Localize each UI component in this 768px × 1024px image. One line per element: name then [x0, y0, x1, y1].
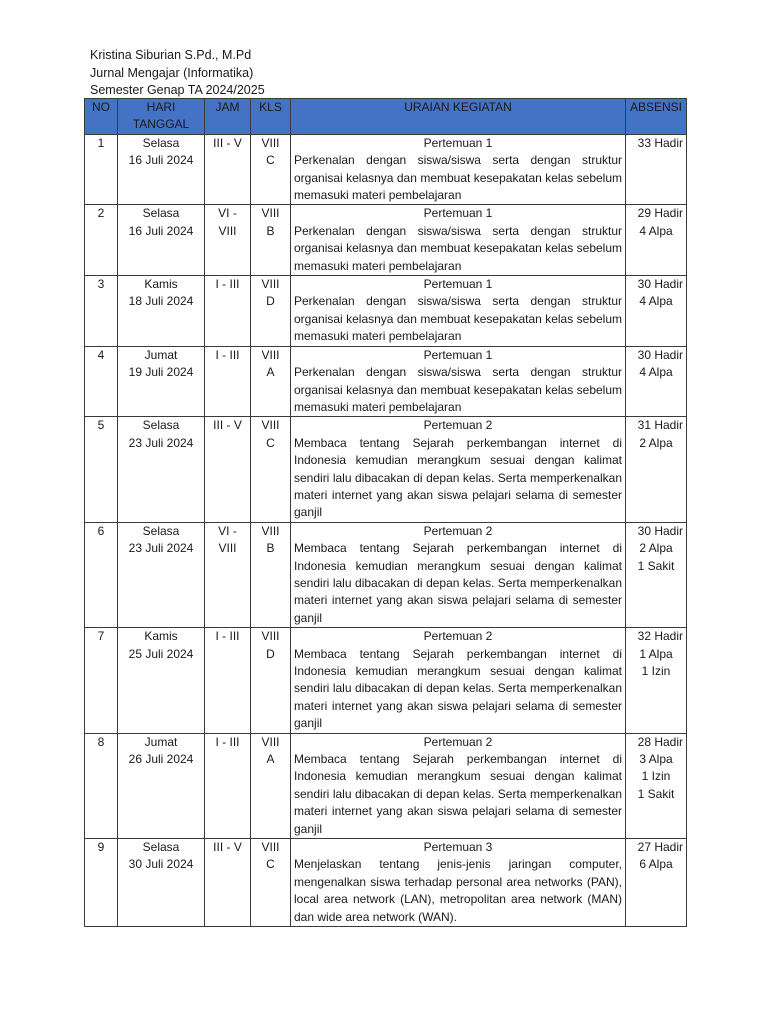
activity-description: Membaca tentang Sejarah perkembangan internet di Indonesia kemudian merangkum sesuai dengan kalimat sendiri lalu dibacakan di depan kelas. Serta memperkenalkan materi internet yang akan siswa pelajari selama di semester ganjil [294, 541, 622, 625]
meeting-title: Pertemuan 2 [423, 418, 493, 433]
row-class-line: VIII [261, 206, 280, 221]
row-class-line: A [266, 365, 275, 380]
meeting-title: Pertemuan 1 [423, 347, 493, 362]
row-class-line: A [266, 752, 275, 767]
table-row [85, 134, 687, 205]
attendance-line: 1 Sakit [637, 786, 675, 801]
attendance-line: 4 Alpa [639, 365, 673, 380]
row-attendance [626, 628, 687, 733]
row-day-date [118, 733, 205, 838]
row-class-line: VIII [261, 840, 280, 855]
row-class [251, 522, 291, 627]
row-class-line: D [266, 646, 275, 661]
attendance-line: 33 Hadir [637, 135, 683, 150]
row-period [205, 417, 251, 522]
meeting-title: Pertemuan 2 [423, 734, 493, 749]
table-row [85, 205, 687, 276]
row-period-line: I - III [215, 629, 240, 644]
row-date: 19 Juli 2024 [128, 365, 194, 380]
row-class-line: VIII [261, 629, 280, 644]
row-date: 23 Juli 2024 [128, 435, 194, 450]
row-class [251, 839, 291, 927]
row-day: Selasa [142, 418, 180, 433]
meeting-title: Pertemuan 2 [423, 523, 493, 538]
row-class-line: D [266, 294, 275, 309]
row-day-date [118, 134, 205, 205]
semester-label: Semester Genap TA 2024/2025 [90, 83, 265, 97]
activity-description: Membaca tentang Sejarah perkembangan internet di Indonesia kemudian merangkum sesuai dengan kalimat sendiri lalu dibacakan di depan kelas. Serta memperkenalkan materi internet yang akan siswa pelajari selama di semester ganjil [294, 646, 622, 731]
attendance-line: 32 Hadir [637, 629, 683, 644]
activity-description: Menjelaskan tentang jenis-jenis jaringan computer, mengenalkan siswa terhadap personal area networks (PAN), local area network (LAN), metropolitan area network (MAN) dan wide area network (WAN). [294, 857, 622, 924]
activity-description: Perkenalan dengan siswa/siswa serta dengan struktur organisai kelasnya dan membuat kesepakatan kelas sebelum memasuki materi pembelajaran [294, 365, 622, 414]
row-day-date [118, 839, 205, 927]
row-date: 30 Juli 2024 [128, 857, 194, 872]
row-date: 18 Juli 2024 [128, 294, 194, 309]
attendance-line: 4 Alpa [639, 223, 673, 238]
meeting-title: Pertemuan 3 [423, 840, 493, 855]
header-no: NO [85, 99, 118, 135]
row-period-line: III - V [213, 135, 242, 150]
attendance-line: 4 Alpa [639, 294, 673, 309]
row-date: 16 Juli 2024 [128, 223, 194, 238]
journal-title: Jurnal Mengajar (Informatika) [90, 65, 254, 80]
row-day: Kamis [144, 277, 178, 292]
row-attendance [626, 839, 687, 927]
header-uraian: URAIAN KEGIATAN [291, 99, 626, 135]
row-day-date [118, 276, 205, 347]
activity-description: Perkenalan dengan siswa/siswa serta dengan struktur organisai kelasnya dan membuat kesepakatan kelas sebelum memasuki materi pembelajaran [294, 153, 622, 203]
attendance-line: 30 Hadir [637, 347, 683, 362]
row-period [205, 522, 251, 627]
row-class-line: VIII [261, 135, 280, 150]
row-class [251, 134, 291, 205]
row-class-line: VIII [261, 347, 280, 362]
row-day: Selasa [142, 206, 180, 221]
attendance-line: 1 Izin [641, 664, 671, 678]
row-class-line: C [266, 857, 275, 872]
row-period-line: III - V [213, 418, 242, 433]
row-attendance [626, 417, 687, 522]
table-row [85, 839, 687, 927]
row-number: 2 [85, 205, 118, 276]
activity-description: Perkenalan dengan siswa/siswa serta dengan struktur organisai kelasnya dan membuat kesepakatan kelas sebelum memasuki materi pembelajaran [294, 223, 622, 273]
row-class-line: VIII [261, 418, 280, 433]
attendance-line: 2 Alpa [639, 435, 673, 450]
row-activity [291, 522, 626, 627]
row-period-line: VI - [218, 206, 237, 221]
row-activity [291, 205, 626, 276]
meeting-title: Pertemuan 1 [423, 277, 493, 292]
row-day: Jumat [144, 347, 178, 362]
document-header [90, 47, 265, 100]
row-period [205, 134, 251, 205]
row-period [205, 205, 251, 276]
row-class-line: B [266, 223, 275, 238]
row-day-date [118, 628, 205, 733]
row-date: 26 Juli 2024 [128, 752, 194, 767]
row-period [205, 346, 251, 417]
header-tanggal: TANGGAL [132, 117, 190, 132]
teaching-journal-table [84, 98, 687, 927]
row-attendance [626, 205, 687, 276]
row-period-line: VI - [218, 523, 237, 538]
attendance-line: 3 Alpa [639, 752, 673, 767]
row-class [251, 417, 291, 522]
row-number: 6 [85, 522, 118, 627]
header-hari-tanggal [118, 99, 205, 135]
row-date: 23 Juli 2024 [128, 541, 194, 556]
attendance-line: 29 Hadir [637, 206, 683, 221]
row-activity [291, 839, 626, 927]
attendance-line: 30 Hadir [637, 277, 683, 292]
meeting-title: Pertemuan 1 [423, 135, 493, 150]
row-number: 1 [85, 134, 118, 205]
row-class-line: VIII [261, 277, 280, 292]
row-number: 9 [85, 839, 118, 927]
row-date: 25 Juli 2024 [128, 646, 194, 661]
row-class [251, 628, 291, 733]
activity-description: Perkenalan dengan siswa/siswa serta dengan struktur organisai kelasnya dan membuat kesepakatan kelas sebelum memasuki materi pembelajaran [294, 294, 622, 344]
row-class-line: VIII [261, 734, 280, 749]
row-period [205, 276, 251, 347]
row-period-line: VIII [218, 541, 237, 556]
row-activity [291, 276, 626, 347]
attendance-line: 28 Hadir [637, 734, 683, 749]
header-jam: JAM [205, 99, 251, 135]
row-period [205, 733, 251, 838]
row-activity [291, 417, 626, 522]
table-row [85, 417, 687, 522]
table-row [85, 276, 687, 347]
attendance-line: 6 Alpa [639, 857, 673, 872]
row-activity [291, 733, 626, 838]
row-day: Kamis [144, 629, 178, 644]
row-day: Selasa [142, 523, 180, 538]
row-day-date [118, 417, 205, 522]
header-kls: KLS [251, 99, 291, 135]
row-date: 16 Juli 2024 [128, 153, 194, 168]
row-attendance [626, 346, 687, 417]
row-class [251, 205, 291, 276]
row-period-line: VIII [218, 223, 237, 238]
row-number: 8 [85, 733, 118, 838]
attendance-line: 27 Hadir [637, 840, 683, 855]
row-period-line: III - V [213, 840, 242, 855]
row-activity [291, 346, 626, 417]
table-row [85, 733, 687, 838]
row-activity [291, 134, 626, 205]
meeting-title: Pertemuan 2 [423, 629, 493, 644]
row-attendance [626, 733, 687, 838]
header-hari: HARI [146, 100, 176, 114]
attendance-line: 1 Sakit [637, 558, 675, 573]
row-day: Selasa [142, 840, 180, 855]
row-class-line: C [266, 435, 275, 450]
teacher-name: Kristina Siburian S.Pd., M.Pd [90, 48, 252, 62]
attendance-line: 1 Izin [641, 769, 671, 784]
meeting-title: Pertemuan 1 [423, 206, 493, 221]
row-class-line: B [266, 541, 275, 556]
row-class [251, 276, 291, 347]
row-day-date [118, 346, 205, 417]
table-row [85, 346, 687, 417]
row-number: 3 [85, 276, 118, 347]
row-day-date [118, 522, 205, 627]
table-header-row [85, 99, 687, 135]
row-class-line: C [266, 153, 275, 168]
row-number: 5 [85, 417, 118, 522]
row-period-line: I - III [215, 734, 240, 749]
attendance-line: 2 Alpa [639, 541, 673, 556]
row-period-line: I - III [215, 277, 240, 292]
row-number: 7 [85, 628, 118, 733]
table-row [85, 628, 687, 733]
row-attendance [626, 134, 687, 205]
attendance-line: 30 Hadir [637, 523, 683, 538]
row-period-line: I - III [215, 347, 240, 362]
row-period [205, 839, 251, 927]
activity-description: Membaca tentang Sejarah perkembangan internet di Indonesia kemudian merangkum sesuai dengan kalimat sendiri lalu dibacakan di depan kelas. Serta memperkenalkan materi internet yang akan siswa pelajari selama di semester ganjil [294, 752, 622, 836]
row-period [205, 628, 251, 733]
row-class [251, 346, 291, 417]
row-attendance [626, 276, 687, 347]
row-day: Jumat [144, 734, 178, 749]
header-absensi: ABSENSI [626, 99, 687, 135]
row-number: 4 [85, 346, 118, 417]
row-class [251, 733, 291, 838]
row-attendance [626, 522, 687, 627]
attendance-line: 1 Alpa [639, 646, 673, 661]
activity-description: Membaca tentang Sejarah perkembangan internet di Indonesia kemudian merangkum sesuai dengan kalimat sendiri lalu dibacakan di depan kelas. Serta memperkenalkan materi internet yang akan siswa pelajari selama di semester ganjil [294, 435, 622, 520]
row-day: Selasa [142, 135, 180, 150]
table-row [85, 522, 687, 627]
row-class-line: VIII [261, 523, 280, 538]
row-activity [291, 628, 626, 733]
row-day-date [118, 205, 205, 276]
attendance-line: 31 Hadir [637, 418, 683, 433]
